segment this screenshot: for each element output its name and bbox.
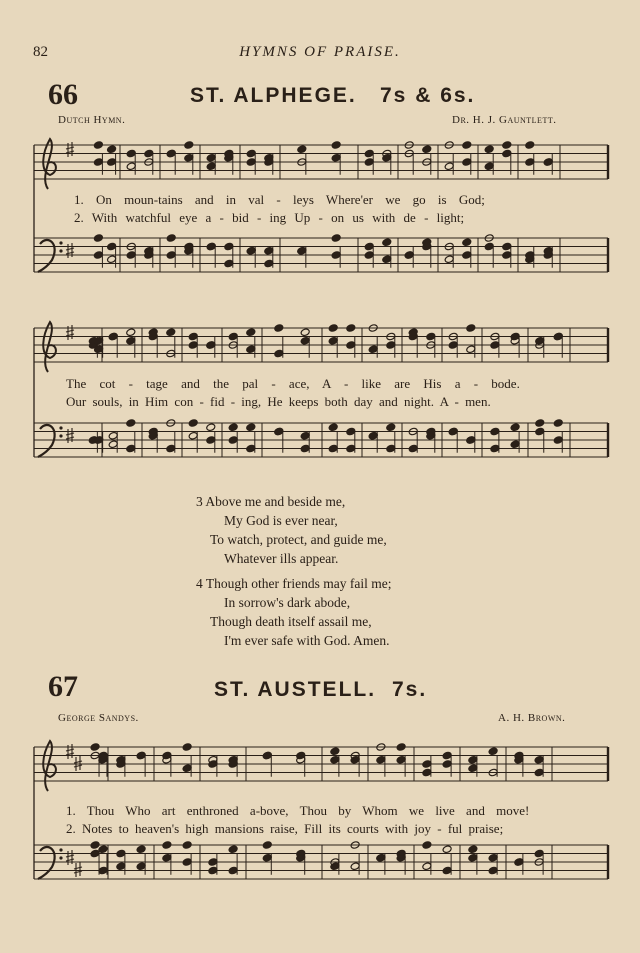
note-head [442,760,452,769]
note-head [126,328,136,337]
note-head [350,862,360,871]
note-head [162,853,172,862]
note-head [535,419,545,428]
note-head [422,841,432,850]
note-head [224,242,234,251]
note-head [206,162,216,171]
verse-line: Though death itself assail me, [210,614,372,629]
note-head [136,862,146,871]
note-head [468,755,478,764]
note-head [162,841,172,850]
note-head [328,336,338,345]
note-head [206,153,216,162]
note-head [468,853,478,862]
note-head [462,158,472,167]
note-head [224,259,234,268]
note-head [126,336,136,345]
note-head [466,436,476,445]
sharp-icon [66,142,74,157]
note-head [330,747,340,756]
note-head [462,251,472,260]
note-head [297,246,307,255]
note-head [466,345,476,354]
note-head [376,755,386,764]
note-head [510,440,520,449]
note-head [182,764,192,773]
note-head [93,251,103,260]
note-head [386,423,396,432]
note-head [188,341,198,350]
note-head [107,158,117,167]
note-head [468,845,478,854]
note-head [553,332,563,341]
verse-line: Whatever ills appear. [224,551,339,566]
note-head [182,858,192,867]
verse-line: In sorrow's dark abode, [224,595,351,610]
hymn-66-meter: 7s & 6s. [380,84,476,107]
note-head [382,238,392,247]
hymn-67-text-credit: George Sandys. [58,712,139,724]
note-head [116,849,126,858]
note-head [262,841,272,850]
note-head [274,349,284,358]
note-head [264,246,274,255]
note-head [448,341,458,350]
note-head [262,751,272,760]
note-head [368,431,378,440]
note-head [408,444,418,453]
clefs-and-signatures [38,139,82,879]
bass-clef-icon [38,425,55,457]
hymn-67-system-1-verse-1: 1. Thou Who art enthroned a-bove, Thou by Whom we live and move! [66,803,530,818]
page-number: 82 [33,44,48,60]
note-head [126,419,136,428]
note-head [484,242,494,251]
note-head [90,743,100,752]
verse-line: My God is ever near, [224,513,338,528]
note-head [502,242,512,251]
hymn-66-system-1-verse-2: 2. With watchful eye a - bid - ing Up - on us with de - light; [74,210,465,225]
note-head [262,853,272,862]
note-head [166,328,176,337]
verse-line: 3 Above me and beside me, [196,494,346,509]
treble-clef-icon [43,322,56,372]
note-head [422,760,432,769]
note-head [534,768,544,777]
note-head [184,153,194,162]
note-head [126,162,136,171]
sharp-icon [74,862,82,877]
note-head [553,436,563,445]
note-head [364,149,374,158]
note-head [396,743,406,752]
note-head [328,324,338,333]
note-head [228,332,238,341]
note-head [208,858,218,867]
note-head [364,242,374,251]
note-head [144,149,154,158]
note-head [206,436,216,445]
note-head [108,332,118,341]
note-head [228,845,238,854]
note-head [108,440,118,449]
note-head [188,431,198,440]
sharp-icon [66,428,74,443]
note-head [468,764,478,773]
note-head [331,251,341,260]
note-head [396,755,406,764]
note-head [331,153,341,162]
note-head [490,444,500,453]
note-head [502,251,512,260]
note-head [297,145,307,154]
note-head [246,423,256,432]
note-head [331,234,341,243]
verse-line: 4 Though other friends may fail me; [196,576,392,591]
note-head [274,427,284,436]
note-head [535,427,545,436]
note-head [462,238,472,247]
note-head [116,862,126,871]
note-head [466,324,476,333]
note-head [488,747,498,756]
note-head [386,444,396,453]
note-head [300,444,310,453]
note-head [553,419,563,428]
note-head [364,251,374,260]
hymn-67-system-1-verse-2: 2. Notes to heaven's high mansions raise, Fill its courts with joy - ful praise; [66,821,504,836]
note-head [93,141,103,150]
note-head [442,866,452,875]
note-head [525,158,535,167]
note-head [228,866,238,875]
note-head [510,423,520,432]
note-head [166,251,176,260]
note-head [444,255,454,264]
note-head [502,149,512,158]
treble-clef-icon [43,139,56,189]
staves [34,145,608,879]
note-head [136,751,146,760]
note-head [136,845,146,854]
note-head [228,436,238,445]
hymn-67-number: 67 [48,670,78,703]
hymn-67-meter: 7s. [392,678,428,701]
note-head [246,345,256,354]
note-head [534,849,544,858]
bass-clef-dot [59,241,62,244]
note-head [166,149,176,158]
note-head [484,145,494,154]
note-head [502,141,512,150]
bass-clef-icon [38,240,55,272]
note-head [90,841,100,850]
treble-clef-icon [43,741,56,791]
note-head [346,324,356,333]
note-head [208,866,218,875]
hymn-66-system-1-verse-1: 1. On moun-tains and in val - leys Where'er we go is God; [74,192,485,207]
note-head [444,162,454,171]
note-head [382,255,392,264]
note-head [442,845,452,854]
note-head [422,862,432,871]
note-head [488,866,498,875]
note-head [462,141,472,150]
note-head [188,419,198,428]
note-head [126,149,136,158]
note-head [346,427,356,436]
bass-clef-dot [59,426,62,429]
hymn-66-number: 66 [48,78,78,111]
hymn-66-music-credit: Dr. H. J. Gauntlett. [452,114,557,126]
bass-clef-icon [38,847,55,879]
note-head [228,423,238,432]
note-head [300,336,310,345]
hymn-66-tune-title: ST. ALPHEGE. [190,84,357,107]
note-head [300,431,310,440]
note-head [108,431,118,440]
note-head [107,255,117,264]
hymn-66-system-2-verse-1: The cot - tage and the pal - ace, A - like are His a - bode. [66,376,520,391]
sharp-icon [66,850,74,865]
note-head [126,251,136,260]
note-head [364,158,374,167]
bass-clef-dot [59,249,62,252]
note-head [166,444,176,453]
note-head [206,423,216,432]
hymn-67-tune-title: ST. AUSTELL. [214,678,377,701]
note-head [93,158,103,167]
note-head [525,141,535,150]
note-head [264,259,274,268]
hymn-67-music-credit: A. H. Brown. [498,712,566,724]
note-head [184,141,194,150]
sharp-icon [66,243,74,258]
note-head [426,332,436,341]
note-head [246,328,256,337]
note-head [514,858,524,867]
sharp-icon [66,325,74,340]
note-head [166,234,176,243]
bass-clef-dot [59,434,62,437]
note-head [182,841,192,850]
verse-line: To watch, protect, and guide me, [210,532,387,547]
hymn-66-system-2-verse-2: Our souls, in Him con - fid - ing, He keeps both day and night. A - men. [66,394,491,409]
note-head [368,345,378,354]
note-head [107,242,117,251]
note-head [328,423,338,432]
note-head [300,328,310,337]
note-head [346,444,356,453]
note-head [274,324,284,333]
note-head [331,141,341,150]
note-head [107,145,117,154]
sharp-icon [66,744,74,759]
note-head [188,332,198,341]
note-head [386,341,396,350]
note-head [346,341,356,350]
verse-line: I'm ever safe with God. Amen. [224,633,390,648]
note-head [246,149,256,158]
note-head [488,853,498,862]
bass-clef-dot [59,856,62,859]
bass-clef-dot [59,848,62,851]
note-head [126,444,136,453]
note-head [246,158,256,167]
note-head [543,158,553,167]
note-head [93,234,103,243]
note-head [246,444,256,453]
note-head [98,845,108,854]
note-head [490,427,500,436]
hymn-66-text-credit: Dutch Hymn. [58,114,126,126]
note-head [422,768,432,777]
note-head [490,341,500,350]
note-head [182,743,192,752]
note-head [422,145,432,154]
note-head [534,755,544,764]
note-head [328,444,338,453]
note-head [330,755,340,764]
running-title: HYMNS OF PRAISE. [239,44,401,60]
note-head [484,162,494,171]
note-head [442,751,452,760]
